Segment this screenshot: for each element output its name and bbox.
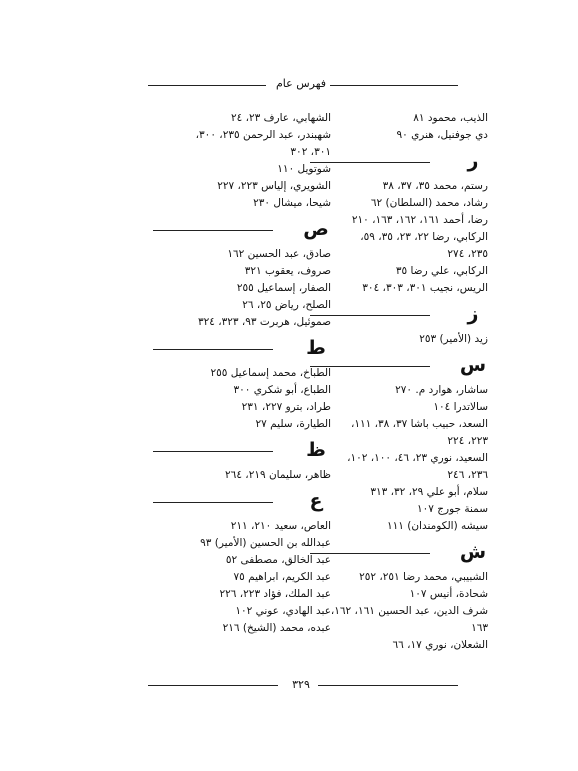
index-entry: ساشار، هوارد م. ٢٧٠ — [395, 384, 488, 396]
index-entry: الصفار، إسماعيل ٢٥٥ — [236, 282, 331, 294]
index-column-left — [153, 110, 331, 637]
index-entry: الريس، نجيب ٣٠١، ٣٠٣، ٣٠٤ — [362, 282, 488, 294]
index-entry: رضا، أحمد ١٦١، ١٦٢، ١٦٣، ٢١٠ — [351, 214, 488, 226]
letter-label: ط — [306, 337, 326, 359]
index-entry: طراد، بترو ٢٢٧، ٢٣١ — [241, 401, 331, 413]
page-number: ٣٢٩ — [292, 678, 310, 691]
letter-label: ظ — [306, 439, 326, 461]
index-entry: الركابي، علي رضا ٣٥ — [395, 265, 488, 277]
index-column-right — [310, 110, 488, 654]
index-entry: عبد الخالق، مصطفى ٥٢ — [225, 554, 331, 566]
letter-heading-sin — [310, 354, 488, 378]
header-title: فهرس عام — [275, 77, 327, 90]
letter-heading-sad — [153, 218, 331, 242]
index-entry-continuation: ٢٢٣، ٢٢٤ — [447, 435, 488, 447]
index-entry: شوتويل ١١٠ — [277, 163, 331, 175]
index-entry-continuation: ٢٣٥، ٢٧٤ — [447, 248, 488, 260]
index-entry: سيشه (الكومندان) ١١١ — [386, 520, 488, 532]
letter-rule — [153, 230, 273, 231]
index-entry-continuation: ٣٠١، ٣٠٢ — [290, 146, 331, 158]
index-entry: صموئيل، هربرت ٩٣، ٣٢٣، ٣٢٤ — [197, 316, 331, 328]
letter-rule — [153, 451, 273, 452]
letter-heading-ta — [153, 337, 331, 361]
index-entry: عبد الهادي، عوني ١٠٢ — [235, 605, 331, 617]
header-rule-left — [148, 85, 266, 86]
index-entry: الشويري، إلياس ٢٢٣، ٢٢٧ — [217, 180, 331, 192]
index-entry: الذيب، محمود ٨١ — [413, 112, 488, 124]
letter-heading-shin — [310, 541, 488, 565]
index-entry: عبد الملك، فؤاد ٢٢٣، ٢٢٦ — [219, 588, 331, 600]
header-rule-right — [330, 85, 458, 86]
index-entry-continuation: ٢٣٦، ٢٤٦ — [447, 469, 488, 481]
index-entry: سلام، أبو علي ٢٩، ٣٢، ٣١٣ — [370, 486, 488, 498]
index-entry: شهبندر، عبد الرحمن ٢٣٥، ٣٠٠، — [195, 129, 331, 141]
index-entry: رستم، محمد ٣٥، ٣٧، ٣٨ — [382, 180, 488, 192]
letter-heading-ain — [153, 490, 331, 514]
letter-heading-za — [153, 439, 331, 463]
index-entry: عبده، محمد (الشيخ) ٢١٦ — [222, 622, 331, 634]
index-entry: الطباع، أبو شكري ٣٠٠ — [233, 384, 331, 396]
letter-rule — [153, 349, 273, 350]
index-entry: رشاد، محمد (السلطان) ٦٢ — [370, 197, 488, 209]
index-entry: الطيارة، سليم ٢٧ — [255, 418, 331, 430]
index-entry: عبد الكريم، ابراهيم ٧٥ — [233, 571, 331, 583]
footer-rule-left — [148, 685, 278, 686]
page-footer — [148, 676, 458, 694]
index-entry: دي جوفنيل، هنري ٩٠ — [396, 129, 488, 141]
index-entry: زيد (الأمير) ٢٥٣ — [419, 333, 488, 345]
index-entry: عبدالله بن الحسين (الأمير) ٩٣ — [200, 537, 331, 549]
letter-label: س — [459, 354, 487, 376]
index-entry-continuation: ١٦٣ — [471, 622, 488, 634]
index-entry: سمنة جورج ١٠٧ — [416, 503, 488, 515]
index-entry: السعد، حبيب باشا ٣٧، ٣٨، ١١١، — [350, 418, 488, 430]
index-entry: ظاهر، سليمان ٢١٩، ٢٦٤ — [225, 469, 331, 481]
letter-label: ز — [467, 303, 479, 325]
index-entry: الصلح، رياض ٢٥، ٢٦ — [242, 299, 331, 311]
index-entry: شيحا، ميشال ٢٣٠ — [253, 197, 331, 209]
index-entry: الركابي، رضا ٢٢، ٢٣، ٣٥، ٥٩، — [360, 231, 488, 243]
letter-label: ر — [467, 150, 479, 172]
letter-heading-zay — [310, 303, 488, 327]
running-header — [148, 76, 458, 92]
letter-heading-ra — [310, 150, 488, 174]
letter-label: ع — [309, 490, 323, 512]
index-entry: الشعلان، نوري ١٧، ٦٦ — [392, 639, 488, 651]
index-entry: الشهابي، عارف ٢٣، ٢٤ — [231, 112, 331, 124]
footer-rule-right — [318, 685, 458, 686]
letter-label: ش — [459, 541, 487, 563]
letter-label: ص — [303, 218, 329, 240]
index-entry: سالاتدرا ١٠٤ — [433, 401, 488, 413]
index-entry: العاص، سعيد ٢١٠، ٢١١ — [230, 520, 331, 532]
index-entry: الطباخ، محمد إسماعيل ٢٥٥ — [210, 367, 331, 379]
index-entry: شحادة، أنيس ١٠٧ — [409, 588, 488, 600]
index-entry: صروف، يعقوب ٣٢١ — [244, 265, 331, 277]
letter-rule — [153, 502, 273, 503]
index-entry: الشبيبي، محمد رضا ٢٥١، ٢٥٢ — [359, 571, 488, 583]
index-entry: صادق، عبد الحسين ١٦٢ — [227, 248, 331, 260]
index-entry: شرف الدين، عبد الحسين ١٦١، ١٦٢، — [330, 605, 488, 617]
index-entry: السعيد، نوري ٢٣، ٤٦، ١٠٠، ١٠٢، — [347, 452, 488, 464]
